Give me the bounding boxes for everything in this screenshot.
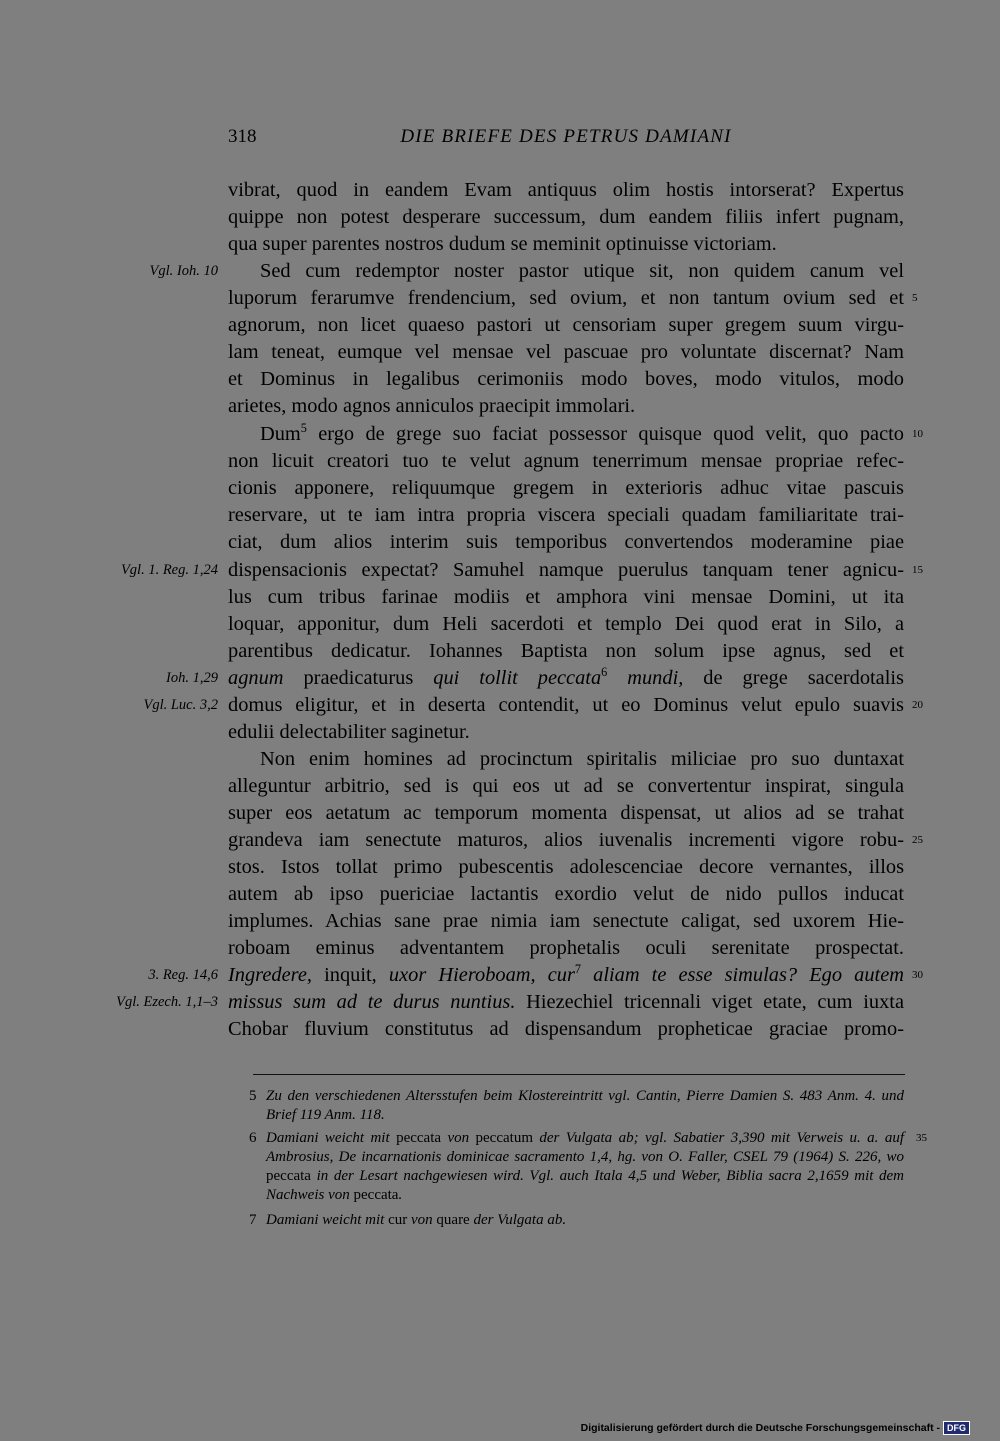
page-header <box>0 126 1000 156</box>
credit-text: Digitalisierung gefördert durch die Deutsche Forschungsgemeinschaft - <box>580 1422 940 1434</box>
line-number: 10 <box>912 428 923 440</box>
quotation: mundi, <box>607 667 684 689</box>
margin-note: Ioh. 1,29 <box>166 670 218 686</box>
quotation: uxor Hieroboam, cur <box>388 964 575 986</box>
quotation: missus sum ad te durus nuntius. <box>228 991 516 1013</box>
quotation: agnum <box>228 667 284 689</box>
fn-segment: Damiani weicht mit <box>266 1212 389 1228</box>
text-line: dispensacionis expectat? Samuhel namque puerulus tanquam tener agnicu- <box>228 559 904 581</box>
text-line: vibrat, quod in eandem Evam antiquus olim hostis intorserat? Expertus <box>228 179 904 201</box>
text-segment: Hiezechiel tricennali viget etate, cum iuxta <box>515 991 904 1013</box>
text-line: luporum ferarumve frendencium, sed ovium, et non tantum ovium sed et <box>228 287 904 309</box>
text-line: qua super parentes nostros dudum se meminit optinuisse victoriam. <box>228 233 777 255</box>
text-line: non licuit creatori tuo te velut agnum tenerrimum mensae propriae refec- <box>228 450 904 472</box>
fn-segment: von <box>407 1212 437 1228</box>
running-title: DIE BRIEFE DES PETRUS DAMIANI <box>400 126 732 147</box>
text-line: super eos aetatum ac temporum momenta dispensat, ut alios ad se trahat <box>228 802 904 824</box>
text-line: roboam eminus adventantem prophetalis oculi serenitate prospectat. <box>228 937 904 959</box>
text-line: Non enim homines ad procinctum spiritalis miliciae pro suo duntaxat <box>260 748 904 770</box>
footnote-5 <box>249 1087 904 1125</box>
text-line <box>228 962 904 989</box>
footnote-7 <box>249 1211 904 1230</box>
text-line: loquar, apponitur, dum Heli sacerdoti et templo Dei quod erat in Silo, a <box>228 613 904 635</box>
line-number: 35 <box>916 1132 927 1144</box>
text-line: parentibus dedicatur. Iohannes Baptista non solum ipse agnus, sed et <box>228 640 904 662</box>
footnote-text <box>266 1129 904 1205</box>
text-segment: inquit, <box>311 964 389 986</box>
margin-note: Vgl. 1. Reg. 1,24 <box>120 562 218 578</box>
text-line: alleguntur arbitrio, sed is qui eos ut ad se convertentur inspirat, singula <box>228 775 904 797</box>
text-line <box>228 989 904 1016</box>
footnote-number: 6 <box>249 1130 257 1146</box>
text-segment: ergo de grege suo faciat possessor quisque quod velit, quo pacto <box>306 423 904 445</box>
fn-segment: von <box>441 1130 476 1146</box>
text-line <box>228 421 904 448</box>
quotation: Ingredere, <box>228 964 312 986</box>
fn-segment: in der Lesart nachgewiesen wird. Vgl. auch Itala 4,5 und Weber, Biblia sacra 2,1659 mit dem Nachweis von <box>266 1168 904 1203</box>
line-number: 25 <box>912 834 923 846</box>
line-number: 20 <box>912 699 923 711</box>
fn-segment: der Vulgata ab. <box>469 1212 567 1228</box>
page-number: 318 <box>228 126 257 147</box>
text-line: cionis apponere, reliquumque gregem in exterioris adhuc vitae pascuis <box>228 477 904 499</box>
fn-segment: . <box>398 1187 403 1203</box>
margin-note: Vgl. Ioh. 10 <box>149 263 218 279</box>
text-line: Sed cum redemptor noster pastor utique sit, non quidem canum vel <box>260 260 904 282</box>
footnote-number: 5 <box>249 1088 257 1104</box>
text-line: grandeva iam senectute maturos, alios iuvenalis incrementi vigore robu- <box>228 829 904 851</box>
text-line: arietes, modo agnos anniculos praecipit immolari. <box>228 395 636 417</box>
text-line: agnorum, non licet quaeso pastori ut censoriam super gregem suum virgu- <box>228 314 904 336</box>
footnote-6 <box>249 1129 904 1205</box>
fn-lemma: peccatum <box>475 1130 533 1146</box>
fn-lemma: cur <box>388 1212 408 1228</box>
fn-lemma: peccata <box>266 1168 311 1184</box>
fn-lemma: peccata <box>353 1187 399 1203</box>
digitization-credit <box>581 1421 970 1435</box>
fn-lemma: quare <box>436 1212 470 1228</box>
text-segment: de grege sacerdotalis <box>683 667 904 689</box>
footnote-text <box>266 1211 904 1230</box>
text-line: edulii delectabiliter saginetur. <box>228 721 470 743</box>
margin-note: 3. Reg. 14,6 <box>148 967 218 983</box>
text-line: domus eligitur, et in deserta contendit, ut eo Dominus velut epulo suavis <box>228 694 904 716</box>
footnote-number: 7 <box>249 1212 257 1228</box>
fn-segment: Damiani weicht mit <box>266 1130 397 1146</box>
line-number: 5 <box>912 292 918 304</box>
text-line: implumes. Achias sane prae nimia iam senectute caligat, sed uxorem Hie- <box>228 910 904 932</box>
text-line: autem ab ipso puericiae lactantis exordio velut de nido pullos inducat <box>228 883 904 905</box>
line-number: 30 <box>912 969 923 981</box>
margin-note: Vgl. Ezech. 1,1–3 <box>116 994 218 1010</box>
footnote-ref-6: 6 <box>601 665 608 680</box>
fn-lemma: peccata <box>396 1130 442 1146</box>
fn-segment: der Vulgata ab; vgl. Sabatier 3,390 mit Verweis u. a. auf Ambrosius, De incarnationis dominicae sacramento 1,4, hg. von O. Faller, CSEL 79 (1964) S. 226, wo <box>266 1130 905 1165</box>
text-line: reservare, ut te iam intra propria viscera speciali quadam familiaritate trai- <box>228 504 904 526</box>
text-line: quippe non potest desperare successum, dum eandem filiis infert pugnam, <box>228 206 904 228</box>
text-segment: praedicaturus <box>283 667 434 689</box>
footnote-ref-5: 5 <box>300 421 307 436</box>
margin-note: Vgl. Luc. 3,2 <box>143 697 218 713</box>
quotation: qui tollit peccata <box>433 667 602 689</box>
dfg-logo: DFG <box>943 1421 970 1435</box>
text-segment: Dum <box>260 423 301 445</box>
text-line <box>228 665 904 692</box>
line-number: 15 <box>912 564 923 576</box>
text-line: stos. Istos tollat primo pubescentis adolescenciae decore vernantes, illos <box>228 856 904 878</box>
quotation: aliam te esse simulas? Ego autem <box>581 964 904 986</box>
footnote-rule <box>253 1074 905 1075</box>
footnote-ref-7: 7 <box>574 962 582 977</box>
text-line: et Dominus in legalibus cerimoniis modo boves, modo vitulos, modo <box>228 368 904 390</box>
footnote-text: Zu den verschiedenen Altersstufen beim Klostereintritt vgl. Cantin, Pierre Damien S. 483 Anm. 4. und Brief 119 Anm. 118. <box>266 1088 904 1123</box>
text-line: lus cum tribus farinae modiis et amphora vini mensae Domini, ut ita <box>228 586 904 608</box>
text-line: Chobar fluvium constitutus ad dispensandum propheticae graciae promo- <box>228 1018 904 1040</box>
text-line: ciat, dum alios interim suis temporibus convertendos moderamine piae <box>228 531 904 553</box>
text-line: lam teneat, eumque vel mensae vel pascuae pro voluntate discernat? Nam <box>228 341 904 363</box>
